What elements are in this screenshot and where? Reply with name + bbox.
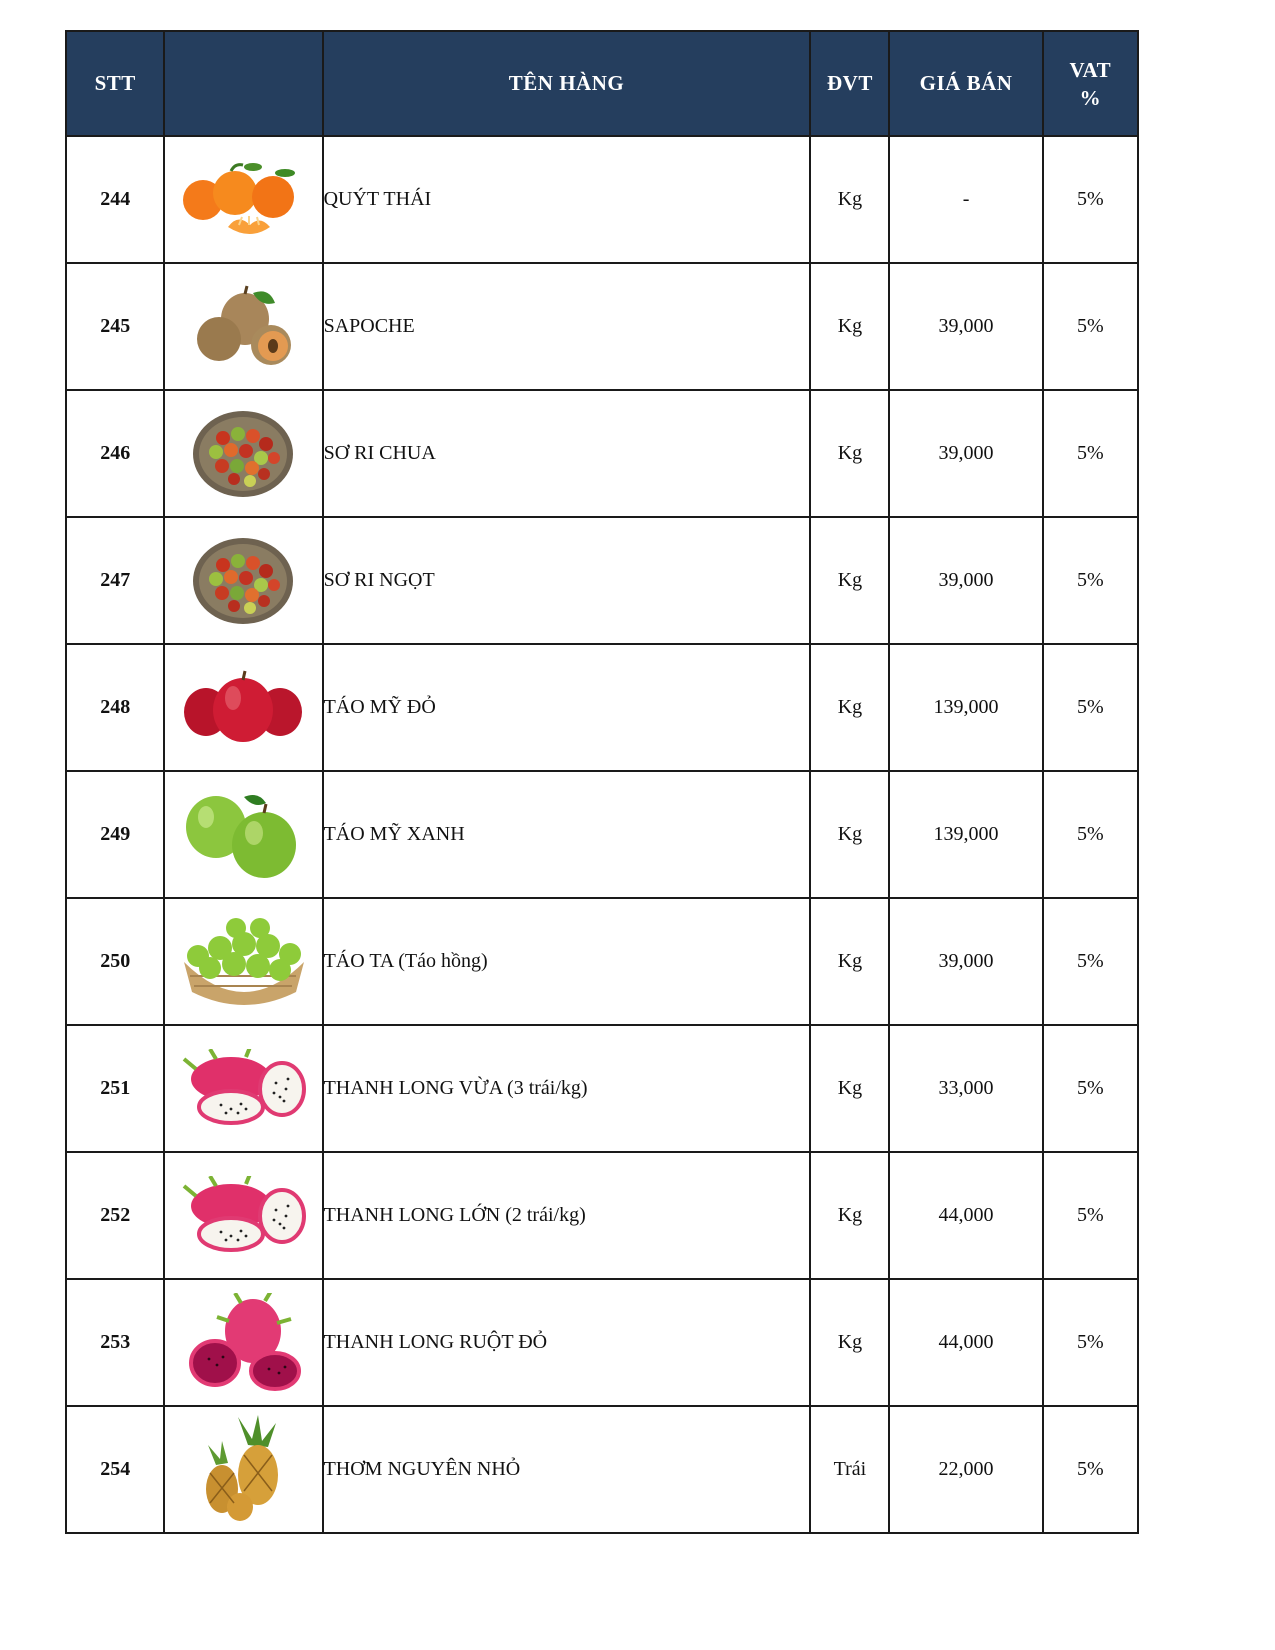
header-price: GIÁ BÁN — [889, 31, 1042, 136]
row-vat: 5% — [1043, 644, 1138, 771]
row-price: 44,000 — [889, 1152, 1042, 1279]
row-name: TÁO MỸ ĐỎ — [323, 644, 811, 771]
red-apple-icon — [178, 668, 308, 748]
row-price: 39,000 — [889, 898, 1042, 1025]
row-stt: 254 — [66, 1406, 164, 1533]
table-row — [66, 1406, 1138, 1533]
table-row — [66, 771, 1138, 898]
row-image — [164, 1152, 322, 1279]
dragon-fruit-white-icon — [176, 1176, 311, 1256]
row-unit: Trái — [810, 1406, 889, 1533]
row-unit: Kg — [810, 263, 889, 390]
row-price: 39,000 — [889, 390, 1042, 517]
row-vat: 5% — [1043, 517, 1138, 644]
row-stt: 248 — [66, 644, 164, 771]
row-name: THANH LONG LỚN (2 trái/kg) — [323, 1152, 811, 1279]
row-price: 22,000 — [889, 1406, 1042, 1533]
row-image — [164, 644, 322, 771]
row-price: 33,000 — [889, 1025, 1042, 1152]
row-stt: 250 — [66, 898, 164, 1025]
row-unit: Kg — [810, 1025, 889, 1152]
row-price: 39,000 — [889, 263, 1042, 390]
price-table — [65, 30, 1139, 1534]
dragon-fruit-white-icon — [176, 1049, 311, 1129]
row-image — [164, 390, 322, 517]
jujube-basket-icon — [176, 914, 311, 1009]
row-image — [164, 1406, 322, 1533]
row-image — [164, 1025, 322, 1152]
row-vat: 5% — [1043, 263, 1138, 390]
table-body — [66, 136, 1138, 1533]
row-name: TÁO TA (Táo hồng) — [323, 898, 811, 1025]
row-unit: Kg — [810, 1279, 889, 1406]
row-vat: 5% — [1043, 1152, 1138, 1279]
row-stt: 244 — [66, 136, 164, 263]
table-row — [66, 517, 1138, 644]
row-price: 139,000 — [889, 771, 1042, 898]
header-image — [164, 31, 322, 136]
header-stt: STT — [66, 31, 164, 136]
header-vat-line1: VAT — [1069, 57, 1112, 82]
row-image — [164, 136, 322, 263]
row-unit: Kg — [810, 644, 889, 771]
row-price: 39,000 — [889, 517, 1042, 644]
row-stt: 252 — [66, 1152, 164, 1279]
row-stt: 251 — [66, 1025, 164, 1152]
row-price: - — [889, 136, 1042, 263]
table-row — [66, 1152, 1138, 1279]
green-apple-icon — [178, 787, 308, 882]
row-vat: 5% — [1043, 898, 1138, 1025]
table-row — [66, 898, 1138, 1025]
tangerine-icon — [173, 155, 313, 245]
row-name: TÁO MỸ XANH — [323, 771, 811, 898]
row-stt: 249 — [66, 771, 164, 898]
row-price: 44,000 — [889, 1279, 1042, 1406]
row-vat: 5% — [1043, 136, 1138, 263]
row-vat: 5% — [1043, 1025, 1138, 1152]
table-header — [66, 31, 1138, 136]
acerola-basket-icon — [188, 406, 298, 501]
row-stt: 246 — [66, 390, 164, 517]
row-image — [164, 1279, 322, 1406]
row-vat: 5% — [1043, 771, 1138, 898]
row-vat: 5% — [1043, 1406, 1138, 1533]
row-unit: Kg — [810, 517, 889, 644]
table-row — [66, 1025, 1138, 1152]
row-image — [164, 771, 322, 898]
row-unit: Kg — [810, 390, 889, 517]
dragon-fruit-red-icon — [181, 1293, 306, 1393]
row-name: SƠ RI NGỌT — [323, 517, 811, 644]
row-vat: 5% — [1043, 1279, 1138, 1406]
table-row — [66, 1279, 1138, 1406]
row-unit: Kg — [810, 898, 889, 1025]
row-stt: 245 — [66, 263, 164, 390]
table-row — [66, 136, 1138, 263]
row-stt: 247 — [66, 517, 164, 644]
row-unit: Kg — [810, 136, 889, 263]
sapodilla-icon — [183, 281, 303, 373]
table-row — [66, 644, 1138, 771]
acerola-basket-icon — [188, 533, 298, 628]
row-name: THANH LONG RUỘT ĐỎ — [323, 1279, 811, 1406]
row-image — [164, 517, 322, 644]
row-name: SAPOCHE — [323, 263, 811, 390]
table-row — [66, 390, 1138, 517]
row-unit: Kg — [810, 771, 889, 898]
header-name: TÊN HÀNG — [323, 31, 811, 136]
row-name: THANH LONG VỪA (3 trái/kg) — [323, 1025, 811, 1152]
row-stt: 253 — [66, 1279, 164, 1406]
row-image — [164, 263, 322, 390]
row-image — [164, 898, 322, 1025]
row-name: THƠM NGUYÊN NHỎ — [323, 1406, 811, 1533]
header-vat — [1043, 31, 1138, 136]
table-row — [66, 263, 1138, 390]
header-unit: ĐVT — [810, 31, 889, 136]
header-vat-line2: % — [1079, 85, 1102, 110]
row-name: QUÝT THÁI — [323, 136, 811, 263]
pineapple-icon — [188, 1415, 298, 1525]
row-name: SƠ RI CHUA — [323, 390, 811, 517]
row-vat: 5% — [1043, 390, 1138, 517]
row-price: 139,000 — [889, 644, 1042, 771]
row-unit: Kg — [810, 1152, 889, 1279]
